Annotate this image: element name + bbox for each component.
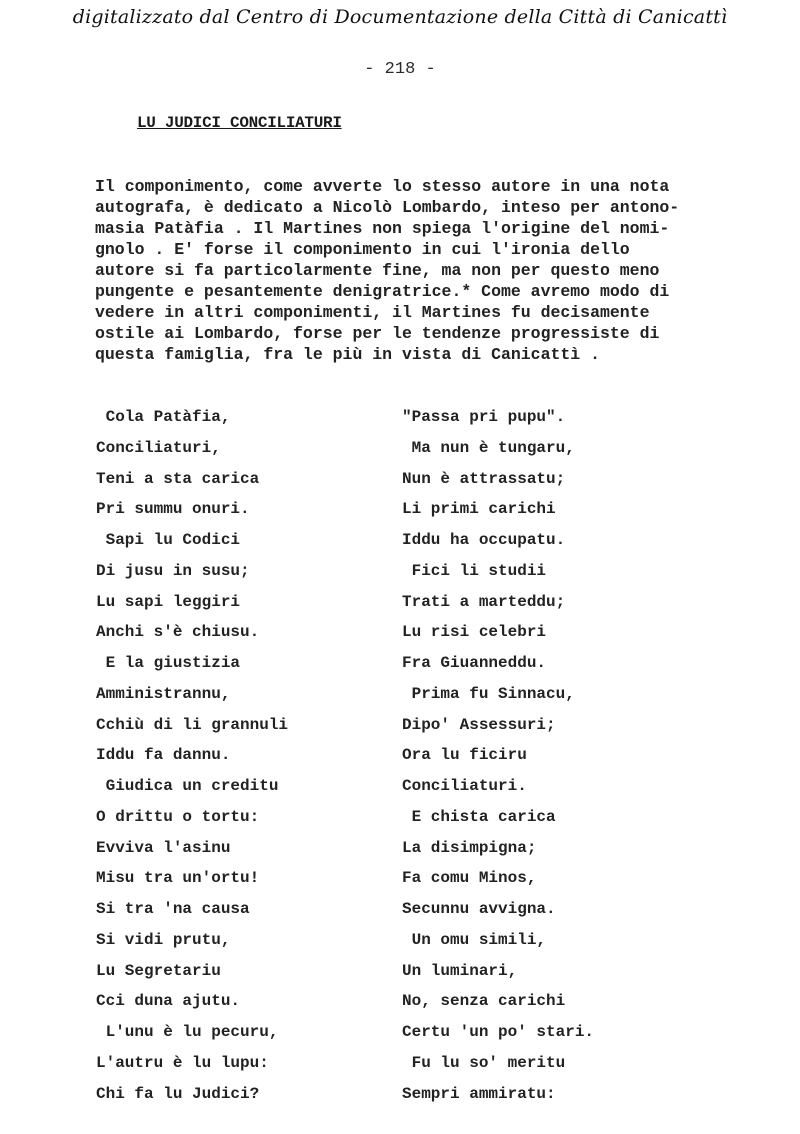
digitization-watermark: digitalizzato dal Centro di Documentazione della Città di Canicattì (72, 6, 728, 28)
verse-line: Chi fa lu Judici? (96, 1084, 260, 1103)
verse-line: Prima fu Sinnacu, (402, 684, 575, 703)
verse-line: L'autru è lu lupu: (96, 1053, 269, 1072)
verse-line: Cchiù di li grannuli (96, 715, 289, 734)
intro-line: ostile ai Lombardo, forse per le tendenze progressiste di (95, 324, 660, 343)
verse-line: Un luminari, (402, 961, 518, 980)
intro-line: pungente e pesantemente denigratrice.* Come avremo modo di (95, 282, 670, 301)
verse-line: Secunnu avvigna. (402, 900, 556, 918)
poem-title: LU JUDICI CONCILIATURI (137, 114, 342, 132)
verse-line: Si vidi prutu, (96, 930, 231, 949)
intro-line: autore si fa particolarmente fine, ma non per questo meno (95, 261, 660, 280)
verse-line: L'unu è lu pecuru, (96, 1023, 279, 1041)
verse-line: Cci duna ajutu. (96, 992, 241, 1011)
verse-line: "Passa pri pupu". (402, 408, 566, 426)
verse-line: E chista carica (402, 807, 556, 826)
verse-line: Iddu fa dannu. (96, 746, 231, 765)
verse-line: Evviva l'asinu (96, 838, 231, 857)
intro-line: vedere in altri componimenti, il Martines fu decisamente (95, 303, 650, 322)
intro-line: Il componimento, come avverte lo stesso autore in una nota (95, 177, 670, 196)
poem-left-column (96, 402, 288, 1109)
verse-line: Sempri ammiratu: (402, 1084, 556, 1103)
verse-line: Pri summu onuri. (96, 500, 250, 519)
verse-line: No, senza carichi (402, 992, 566, 1011)
intro-line: gnolo . E' forse il componimento in cui l'ironia dello (95, 240, 630, 259)
intro-line: questa famiglia, fra le più in vista di Canicattì . (95, 345, 600, 364)
verse-line: Teni a sta carica (96, 469, 260, 488)
introduction-paragraph (95, 176, 735, 365)
verse-line: Ora lu ficiru (402, 746, 527, 765)
verse-line: Fici li studii (402, 561, 547, 580)
verse-line: Fa comu Minos, (402, 869, 537, 888)
verse-line: Lu Segretariu (96, 961, 221, 980)
verse-line: Conciliaturi, (96, 438, 221, 457)
verse-line: Si tra 'na causa (96, 900, 250, 918)
verse-line: Lu sapi leggiri (96, 592, 241, 611)
verse-line: E la giustizia (96, 654, 241, 672)
verse-line: Trati a marteddu; (402, 592, 566, 611)
verse-line: Lu risi celebri (402, 623, 547, 642)
verse-line: Dipo' Assessuri; (402, 715, 556, 734)
verse-line: Nun è attrassatu; (402, 469, 566, 488)
intro-line: masia Patàfia . Il Martines non spiega l'origine del nomi- (95, 219, 670, 238)
verse-line: Cola Patàfia, (96, 408, 231, 426)
poem-right-column (402, 402, 594, 1109)
verse-line: Anchi s'è chiusu. (96, 623, 260, 642)
verse-line: Sapi lu Codici (96, 531, 241, 549)
verse-line: Misu tra un'ortu! (96, 869, 260, 888)
verse-line: Giudica un creditu (96, 777, 279, 795)
verse-line: Amministrannu, (96, 684, 231, 703)
verse-line: La disimpigna; (402, 838, 537, 857)
verse-line: Li primi carichi (402, 500, 556, 519)
verse-line: Fra Giuanneddu. (402, 654, 547, 672)
verse-line: Un omu simili, (402, 930, 547, 949)
verse-line: Ma nun è tungaru, (402, 438, 575, 457)
verse-line: Conciliaturi. (402, 777, 527, 795)
page-number: - 218 - (364, 60, 436, 79)
verse-line: O drittu o tortu: (96, 807, 260, 826)
verse-line: Iddu ha occupatu. (402, 531, 566, 549)
verse-line: Di jusu in susu; (96, 561, 250, 580)
verse-line: Fu lu so' meritu (402, 1053, 566, 1072)
intro-line: autografa, è dedicato a Nicolò Lombardo, inteso per antono- (95, 198, 680, 217)
verse-line: Certu 'un po' stari. (402, 1023, 595, 1041)
